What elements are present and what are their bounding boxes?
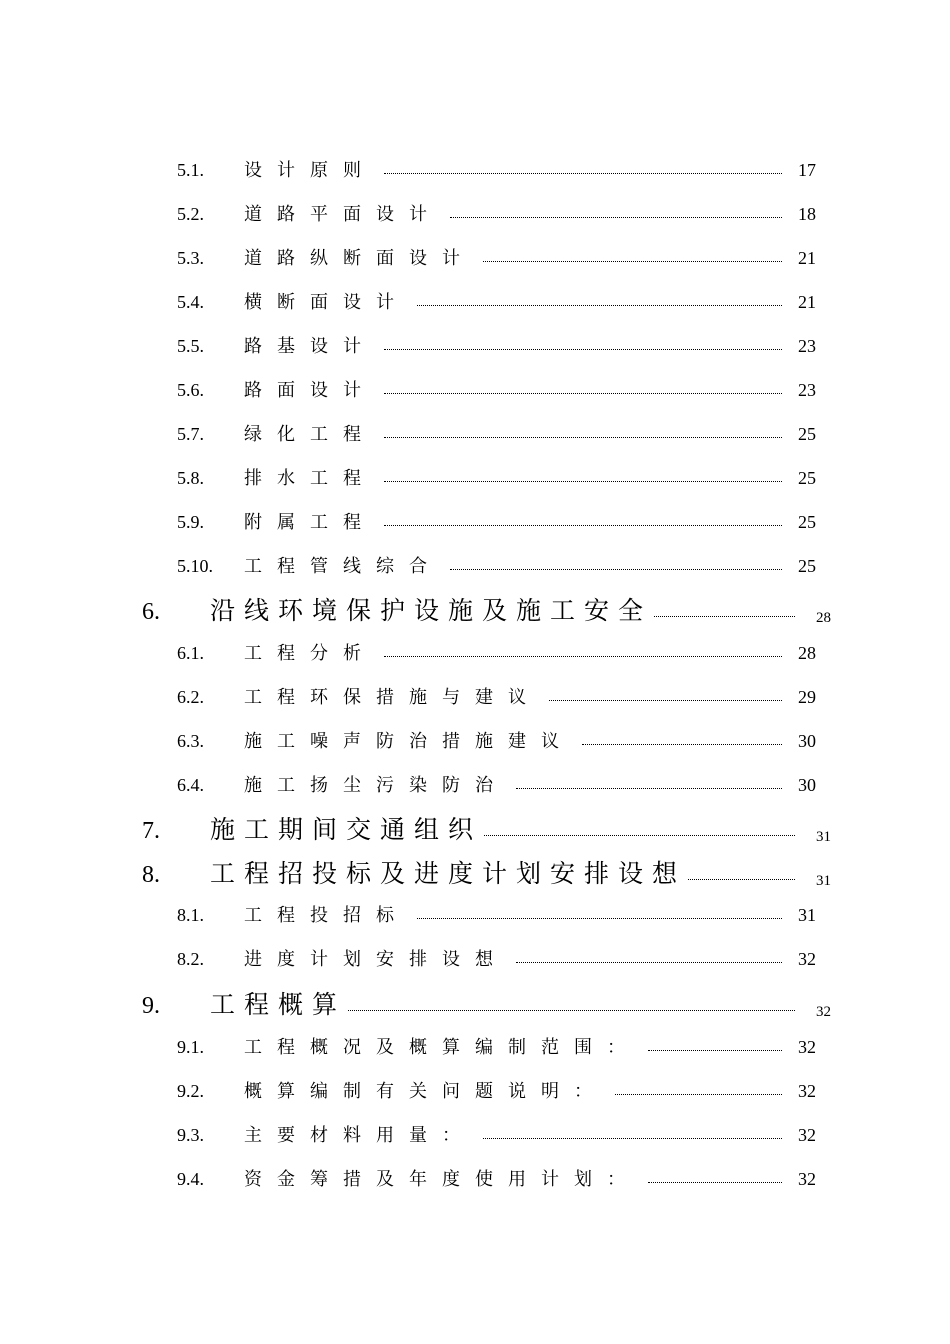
toc-dot-leader [549, 700, 782, 701]
toc-section-entry[interactable] [177, 464, 816, 488]
toc-entry-number: 9. [142, 993, 160, 1019]
toc-entry-title: 道路纵断面设计 [244, 248, 475, 269]
toc-section-entry[interactable] [177, 901, 816, 925]
toc-dot-leader [384, 656, 782, 657]
toc-section-entry[interactable] [177, 244, 816, 268]
toc-entry-number: 5.10. [177, 556, 213, 576]
toc-entry-title: 概算编制有关问题说明： [244, 1081, 607, 1102]
toc-dot-leader [648, 1050, 782, 1051]
toc-entry-title: 沿线环境保护设施及施工安全 [210, 596, 653, 625]
toc-section-entry[interactable] [177, 771, 816, 795]
toc-entry-title: 施工扬尘污染防治 [244, 775, 508, 796]
toc-entry-page-number: 32 [798, 1169, 816, 1189]
toc-section-entry[interactable] [177, 1121, 816, 1145]
toc-entry-number: 5.9. [177, 512, 204, 532]
toc-entry-page-number: 21 [798, 248, 816, 268]
toc-entry-page-number: 31 [816, 873, 831, 889]
toc-entry-title: 工程环保措施与建议 [244, 687, 541, 708]
toc-chapter-entry[interactable] [142, 591, 831, 626]
toc-entry-title: 排水工程 [244, 468, 376, 489]
toc-entry-title: 工程招投标及进度计划安排设想 [210, 859, 687, 888]
toc-section-entry[interactable] [177, 508, 816, 532]
toc-dot-leader [483, 1138, 782, 1139]
toc-entry-page-number: 28 [798, 643, 816, 663]
toc-entry-number: 6.1. [177, 643, 204, 663]
toc-dot-leader [615, 1094, 782, 1095]
toc-entry-number: 6.4. [177, 775, 204, 795]
toc-entry-title: 路面设计 [244, 380, 376, 401]
toc-entry-number: 5.6. [177, 380, 204, 400]
toc-entry-title: 资金筹措及年度使用计划： [244, 1169, 640, 1190]
toc-dot-leader [450, 569, 782, 570]
toc-entry-title: 工程概算 [210, 990, 347, 1019]
toc-entry-title: 施工噪声防治措施建议 [244, 731, 574, 752]
toc-dot-leader [384, 525, 782, 526]
toc-entry-number: 6. [142, 599, 160, 625]
toc-dot-leader [384, 349, 782, 350]
toc-entry-page-number: 28 [816, 610, 831, 626]
toc-dot-leader [384, 393, 782, 394]
toc-entry-page-number: 25 [798, 512, 816, 532]
toc-dot-leader [648, 1182, 782, 1183]
toc-entry-number: 5.3. [177, 248, 204, 268]
toc-entry-page-number: 30 [798, 731, 816, 751]
toc-entry-title: 道路平面设计 [244, 204, 442, 225]
toc-entry-number: 9.1. [177, 1037, 204, 1057]
toc-entry-title: 工程投招标 [244, 905, 409, 926]
toc-dot-leader [654, 616, 795, 617]
toc-section-entry[interactable] [177, 552, 816, 576]
toc-section-entry[interactable] [177, 156, 816, 180]
toc-entry-title: 工程分析 [244, 643, 376, 664]
toc-dot-leader [484, 835, 795, 836]
toc-entry-page-number: 21 [798, 292, 816, 312]
toc-entry-number: 7. [142, 818, 160, 844]
toc-dot-leader [417, 918, 782, 919]
toc-entry-page-number: 30 [798, 775, 816, 795]
toc-entry-number: 5.8. [177, 468, 204, 488]
toc-entry-page-number: 25 [798, 424, 816, 444]
toc-dot-leader [582, 744, 782, 745]
toc-entry-title: 施工期间交通组织 [210, 815, 483, 844]
toc-entry-number: 6.3. [177, 731, 204, 751]
toc-entry-number: 6.2. [177, 687, 204, 707]
toc-entry-page-number: 32 [798, 1081, 816, 1101]
toc-section-entry[interactable] [177, 420, 816, 444]
toc-entry-page-number: 31 [816, 829, 831, 845]
toc-section-entry[interactable] [177, 200, 816, 224]
toc-entry-page-number: 17 [798, 160, 816, 180]
toc-section-entry[interactable] [177, 376, 816, 400]
toc-section-entry[interactable] [177, 945, 816, 969]
toc-entry-page-number: 18 [798, 204, 816, 224]
toc-entry-page-number: 23 [798, 336, 816, 356]
toc-entry-title: 主要材料用量： [244, 1125, 475, 1146]
toc-entry-number: 9.2. [177, 1081, 204, 1101]
toc-section-entry[interactable] [177, 683, 816, 707]
toc-entry-number: 9.4. [177, 1169, 204, 1189]
toc-entry-title: 设计原则 [244, 160, 376, 181]
toc-dot-leader [384, 173, 782, 174]
toc-dot-leader [450, 217, 782, 218]
toc-entry-title: 路基设计 [244, 336, 376, 357]
toc-entry-page-number: 29 [798, 687, 816, 707]
toc-entry-number: 5.7. [177, 424, 204, 444]
toc-entry-number: 8. [142, 862, 160, 888]
toc-dot-leader [384, 437, 782, 438]
toc-section-entry[interactable] [177, 1077, 816, 1101]
toc-entry-page-number: 32 [798, 1125, 816, 1145]
toc-entry-number: 5.2. [177, 204, 204, 224]
toc-entry-page-number: 32 [798, 1037, 816, 1057]
toc-dot-leader [417, 305, 782, 306]
toc-entry-number: 5.4. [177, 292, 204, 312]
toc-entry-number: 5.5. [177, 336, 204, 356]
toc-section-entry[interactable] [177, 1033, 816, 1057]
toc-entry-page-number: 32 [798, 949, 816, 969]
toc-entry-page-number: 25 [798, 468, 816, 488]
toc-entry-page-number: 25 [798, 556, 816, 576]
toc-dot-leader [516, 962, 782, 963]
toc-entry-title: 附属工程 [244, 512, 376, 533]
toc-section-entry[interactable] [177, 332, 816, 356]
toc-dot-leader [384, 481, 782, 482]
toc-entry-title: 工程概况及概算编制范围： [244, 1037, 640, 1058]
toc-section-entry[interactable] [177, 1165, 816, 1189]
toc-entry-title: 绿化工程 [244, 424, 376, 445]
toc-section-entry[interactable] [177, 288, 816, 312]
toc-entry-page-number: 32 [816, 1004, 831, 1020]
toc-dot-leader [348, 1010, 795, 1011]
toc-chapter-entry[interactable] [142, 985, 831, 1020]
toc-dot-leader [688, 879, 795, 880]
toc-entry-number: 9.3. [177, 1125, 204, 1145]
toc-section-entry[interactable] [177, 727, 816, 751]
toc-section-entry[interactable] [177, 639, 816, 663]
toc-entry-number: 8.1. [177, 905, 204, 925]
toc-dot-leader [516, 788, 782, 789]
toc-chapter-entry[interactable] [142, 854, 831, 889]
toc-entry-title: 工程管线综合 [244, 556, 442, 577]
toc-entry-page-number: 31 [798, 905, 816, 925]
toc-dot-leader [483, 261, 782, 262]
toc-entry-page-number: 23 [798, 380, 816, 400]
toc-entry-number: 5.1. [177, 160, 204, 180]
toc-chapter-entry[interactable] [142, 810, 831, 845]
toc-entry-number: 8.2. [177, 949, 204, 969]
toc-entry-title: 横断面设计 [244, 292, 409, 313]
toc-entry-title: 进度计划安排设想 [244, 949, 508, 970]
